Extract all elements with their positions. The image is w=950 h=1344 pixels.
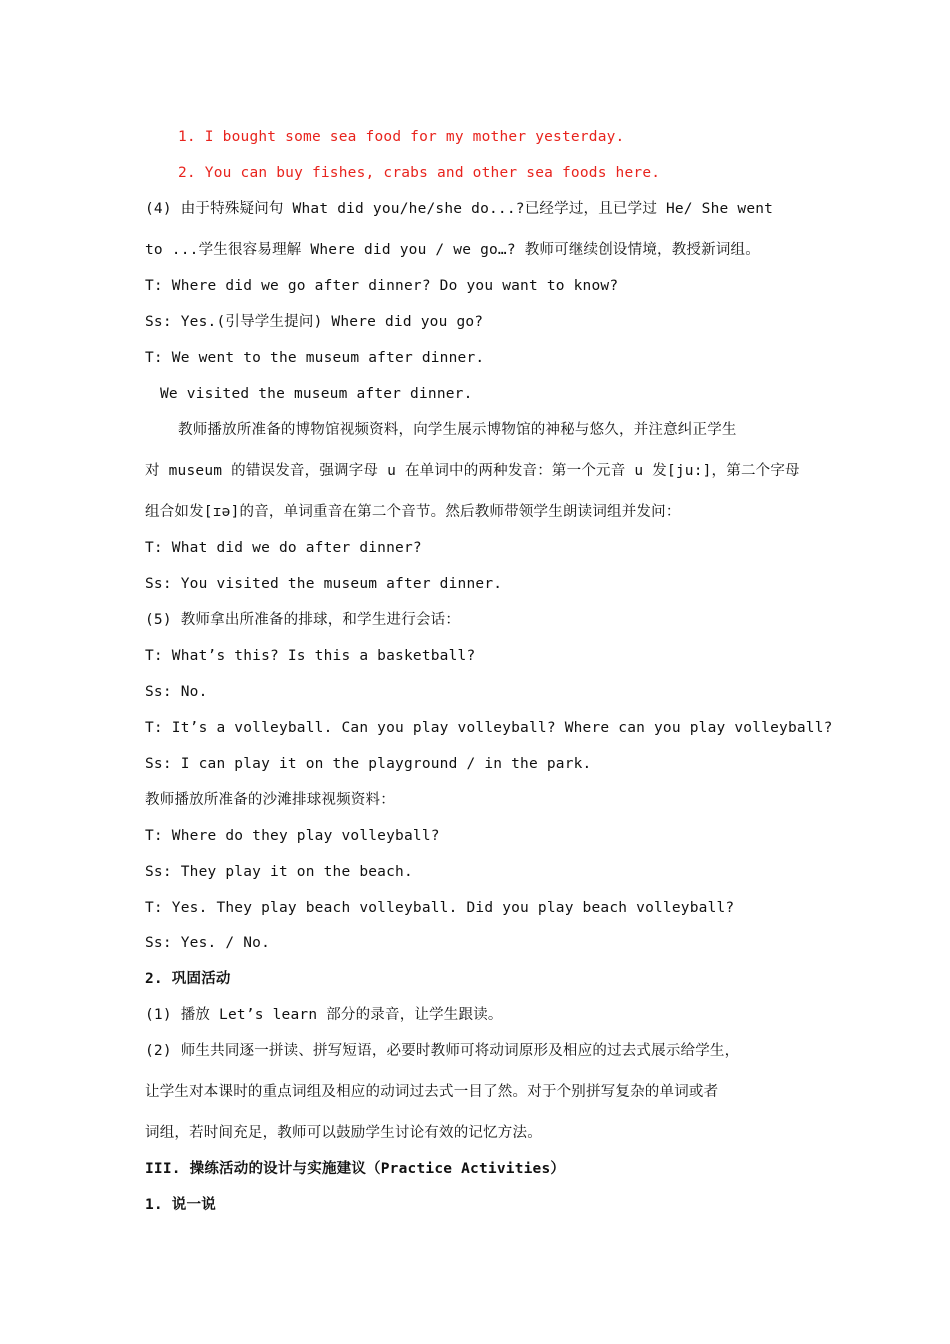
red-example-1: 1. I bought some sea food for my mother yesterday. — [178, 129, 625, 145]
section-heading: 2. 巩固活动 — [145, 971, 231, 987]
paragraph-line: 对 museum 的错误发音，强调字母 u 在单词中的两种发音：第一个元音 u 发[ju:]，第二个字母 — [145, 463, 800, 479]
dialogue-line: T: Yes. They play beach volleyball. Did you play beach volleyball? — [145, 900, 735, 916]
dialogue-line: Ss: No. — [145, 684, 208, 700]
paragraph-line: (1) 播放 Let’s learn 部分的录音，让学生跟读。 — [145, 1007, 503, 1023]
paragraph-line: (4) 由于特殊疑问句 What did you/he/she do...?已经学过，且已学过 He/ She went — [145, 201, 774, 217]
paragraph-line: to ...学生很容易理解 Where did you / we go…? 教师可继续创设情境，教授新词组。 — [145, 242, 760, 258]
dialogue-line: T: Where do they play volleyball? — [145, 828, 440, 844]
dialogue-line: Ss: Yes. / No. — [145, 935, 271, 951]
paragraph-line: 组合如发[ɪə]的音，单词重音在第二个音节。然后教师带领学生朗读词组并发问： — [145, 504, 681, 520]
paragraph-line: 词组，若时间充足，教师可以鼓励学生讨论有效的记忆方法。 — [145, 1125, 542, 1141]
dialogue-line: T: We went to the museum after dinner. — [145, 350, 485, 366]
paragraph-line: 让学生对本课时的重点词组及相应的动词过去式一目了然。对于个别拼写复杂的单词或者 — [145, 1084, 719, 1100]
paragraph-line: 教师播放所准备的沙滩排球视频资料： — [145, 792, 395, 808]
dialogue-line: We visited the museum after dinner. — [160, 386, 473, 402]
paragraph-line: 教师播放所准备的博物馆视频资料，向学生展示博物馆的神秘与悠久，并注意纠正学生 — [178, 422, 737, 438]
red-example-2: 2. You can buy fishes, crabs and other sea foods here. — [178, 165, 661, 181]
dialogue-line: T: Where did we go after dinner? Do you want to know? — [145, 278, 619, 294]
section-heading: III. 操练活动的设计与实施建议（Practice Activities） — [145, 1161, 566, 1177]
paragraph-line: (5) 教师拿出所准备的排球，和学生进行会话： — [145, 612, 461, 628]
dialogue-line: Ss: I can play it on the playground / in the park. — [145, 756, 592, 772]
dialogue-line: Ss: Yes.(引导学生提问) Where did you go? — [145, 314, 484, 330]
dialogue-line: T: It’s a volleyball. Can you play volleyball? Where can you play volleyball? — [145, 720, 833, 736]
dialogue-line: Ss: They play it on the beach. — [145, 864, 413, 880]
subsection-heading: 1. 说一说 — [145, 1197, 216, 1213]
dialogue-line: T: What’s this? Is this a basketball? — [145, 648, 476, 664]
paragraph-line: (2) 师生共同逐一拼读、拼写短语，必要时教师可将动词原形及相应的过去式展示给学生， — [145, 1043, 740, 1059]
dialogue-line: Ss: You visited the museum after dinner. — [145, 576, 503, 592]
dialogue-line: T: What did we do after dinner? — [145, 540, 422, 556]
